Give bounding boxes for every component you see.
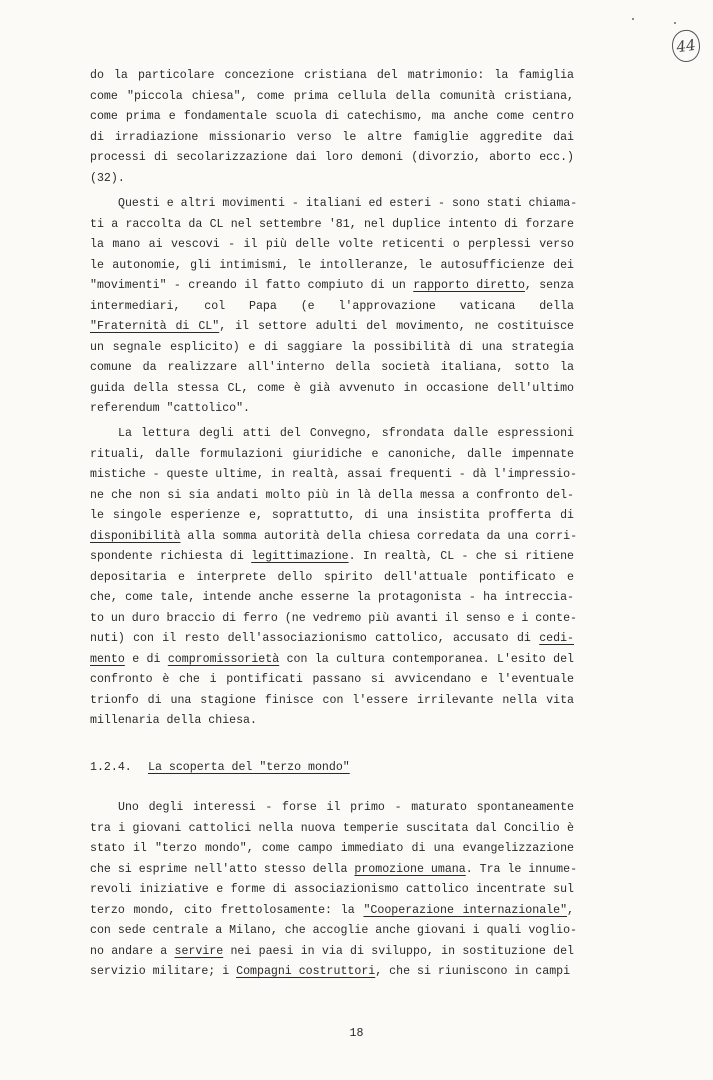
text-line: [90, 568, 574, 588]
underlined-phrase: promozione umana: [354, 862, 466, 876]
text-run: alla somma autorità della chiesa corredata da una corri-: [180, 529, 578, 543]
text-line: [90, 588, 574, 608]
text-run: ,: [567, 903, 574, 917]
text-run: mistiche - queste ultime, in realtà, assai frequenti - dà l'impressio-: [90, 468, 578, 481]
underlined-phrase: compromissorietà: [167, 652, 280, 666]
text-run: con sede centrale a Milano, che accoglie anche giovani i quali voglio-: [90, 924, 578, 937]
text-line: [90, 962, 574, 982]
text-run: millenaria della chiesa.: [90, 714, 257, 727]
text-line: [90, 87, 574, 107]
underlined-phrase: "Fraternità di CL": [90, 320, 220, 333]
text-line: [90, 839, 574, 859]
text-line: [90, 256, 574, 276]
text-line: [90, 379, 574, 399]
text-line: [90, 297, 574, 317]
text-run: processi di secolarizzazione dai loro demoni (divorzio, aborto ecc.): [90, 151, 574, 164]
underlined-phrase: cedi-: [539, 632, 574, 645]
text-run: come prima e fondamentale scuola di catechismo, ma anche come centro: [90, 110, 574, 123]
text-run: to un duro braccio di ferro (ne vedremo più avanti il senso e i conte-: [90, 611, 578, 625]
text-line: [90, 66, 574, 86]
text-run: comune da realizzare all'interno della società italiana, sotto la: [90, 361, 574, 374]
text-run: nuti) con il resto dell'associazionismo cattolico, accusato di: [90, 632, 540, 645]
section-title: La scoperta del "terzo mondo": [148, 761, 350, 774]
text-run: le autonomie, gli intimismi, le intolleranze, le autosufficienze dei: [90, 258, 574, 272]
text-line: [90, 486, 574, 506]
text-run: Uno degli interessi - forse il primo - maturato spontaneamente: [118, 801, 574, 814]
text-line: [90, 465, 578, 485]
text-run: ne che non si sia andati molto più in là della messa a confronto del-: [90, 488, 574, 502]
text-run: , che si riuniscono in campi: [375, 965, 571, 978]
text-line: [90, 691, 574, 711]
text-line: [118, 798, 574, 818]
text-line: [90, 901, 574, 921]
section-heading: [90, 758, 350, 778]
text-run: (32).: [90, 171, 125, 185]
text-line: [90, 547, 574, 567]
text-line: [90, 358, 574, 378]
text-line: [90, 107, 574, 127]
text-run: nei paesi in via di sviluppo, in sostituzione del: [223, 944, 574, 958]
text-line: [90, 860, 578, 880]
text-line: [90, 215, 574, 235]
text-line: [90, 276, 574, 296]
text-line: [118, 194, 578, 214]
underlined-phrase: rapporto diretto: [413, 279, 525, 292]
text-line: [90, 399, 574, 419]
text-line: [90, 711, 574, 731]
text-run: come "piccola chiesa", come prima cellula della comunità cristiana,: [90, 89, 574, 103]
text-run: di irradiazione missionario verso le altre famiglie aggredite dai: [90, 130, 574, 144]
text-run: spondente richiesta di: [90, 550, 252, 563]
underlined-phrase: servire: [174, 944, 224, 958]
text-run: un segnale esplicito) e di saggiare la possibilità di una strategia: [90, 340, 574, 354]
text-run: . Tra le innume-: [465, 862, 578, 876]
text-line: [90, 445, 574, 465]
underlined-phrase: Compagni costruttori: [236, 965, 376, 978]
text-run: depositaria e interprete dello spirito dell'attuale pontificato e: [90, 570, 574, 584]
text-run: referendum "cattolico".: [90, 402, 251, 415]
text-run: no andare a: [90, 944, 175, 958]
text-line: [90, 629, 574, 649]
text-run: che si esprime nell'atto stesso della: [90, 862, 355, 876]
text-run: trionfo di una stagione finisce con l'essere irrilevante nella vita: [90, 693, 574, 707]
text-run: che, come tale, intende anche esserne la protagonista - ha intreccia-: [90, 591, 574, 604]
text-run: do la particolare concezione cristiana del matrimonio: la famiglia: [90, 69, 574, 82]
text-run: "movimenti" - creando il fatto compiuto di un: [90, 279, 414, 292]
text-run: le singole esperienze e, soprattutto, di una insistita profferta di: [90, 509, 574, 522]
text-line: [90, 148, 574, 168]
text-run: con la cultura contemporanea. L'esito del: [279, 652, 574, 666]
text-line: [90, 670, 574, 690]
text-run: la mano ai vescovi - il più delle volte reticenti o perplessi verso: [90, 238, 574, 251]
text-run: . In realtà, CL - che si ritiene: [348, 550, 574, 563]
text-run: guida della stessa CL, come è già avvenuto in occasione dell'ultimo: [90, 381, 574, 395]
text-run: servizio militare; i: [90, 965, 237, 978]
text-run: La lettura degli atti del Convegno, sfrondata dalle espressioni: [118, 427, 574, 440]
text-run: stato il "terzo mondo", come campo immediato di una evangelizzazione: [90, 842, 574, 855]
page-number: 18: [349, 1027, 364, 1040]
text-run: rituali, dalle formulazioni giuridiche e canoniche, dalle impennate: [90, 447, 574, 461]
underlined-phrase: mento: [90, 652, 125, 666]
text-line: [90, 880, 574, 900]
underlined-phrase: legittimazione: [251, 550, 349, 563]
text-line: [90, 609, 578, 629]
text-line: [90, 169, 574, 189]
text-run: ti a raccolta da CL nel settembre '81, nel duplice intento di forzare: [90, 217, 574, 231]
underlined-phrase: disponibilità: [90, 529, 181, 543]
section-number: 1.2.4.: [90, 761, 132, 774]
text-line: [90, 650, 574, 670]
text-line: [90, 819, 574, 839]
text-line: [90, 942, 574, 962]
text-run: terzo mondo, cito frettolosamente: la: [90, 903, 364, 917]
scan-speck: [632, 18, 634, 20]
text-line: [118, 424, 574, 444]
scan-speck: [674, 22, 676, 24]
text-line: [90, 338, 574, 358]
text-run: Questi e altri movimenti - italiani ed esteri - sono stati chiama-: [118, 197, 578, 210]
text-run: e di: [124, 652, 168, 666]
handwritten-page-mark: 44: [670, 28, 702, 64]
text-run: revoli iniziative e forme di associazionismo cattolico incentrate sul: [90, 883, 574, 896]
text-run: tra i giovani cattolici nella nuova temperie suscitata dal Concilio è: [90, 821, 574, 835]
text-run: intermediari, col Papa (e l'approvazione vaticana della: [90, 299, 574, 313]
underlined-phrase: "Cooperazione internazionale": [363, 903, 568, 917]
text-line: [90, 527, 578, 547]
text-run: confronto è che i pontificati passano si avvicendano e l'eventuale: [90, 673, 574, 686]
text-line: [90, 506, 574, 526]
text-line: [90, 235, 574, 255]
text-line: [90, 128, 574, 148]
text-run: , il settore adulti del movimento, ne costituisce: [219, 320, 574, 333]
text-line: [90, 317, 574, 337]
text-line: [90, 921, 578, 941]
text-run: , senza: [524, 279, 575, 292]
